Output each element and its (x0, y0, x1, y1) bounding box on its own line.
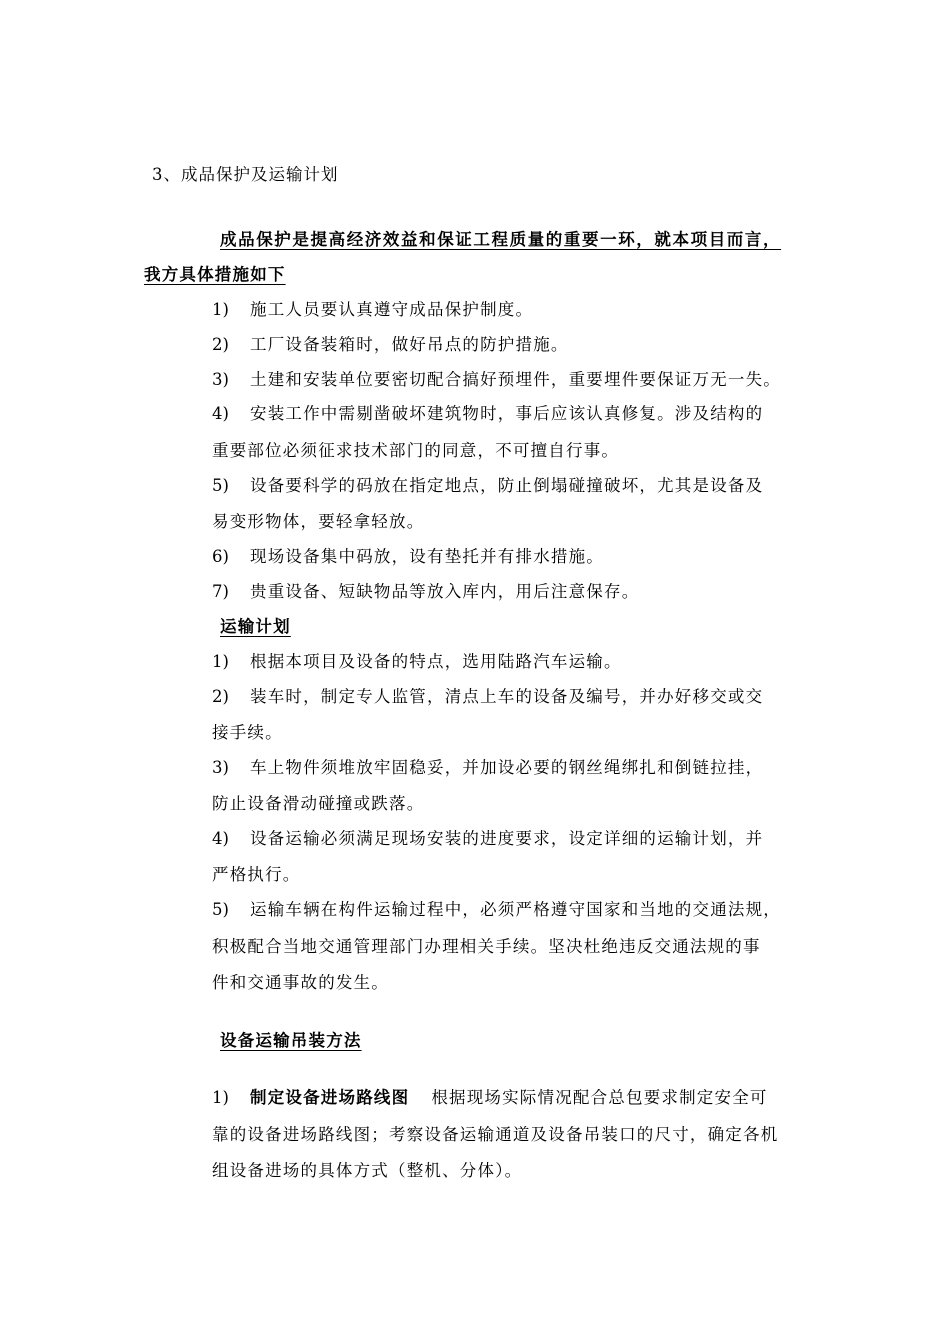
lifting-heading: 设备运输吊装方法 (220, 1031, 362, 1050)
transport-item (212, 686, 763, 708)
item-text: 工厂设备装箱时，做好吊点的防护措施。 (250, 335, 569, 354)
protection-intro-line2: 我方具体措施如下 (144, 265, 286, 284)
item-text: 根据现场实际情况配合总包要求制定安全可 (431, 1088, 768, 1107)
protection-item (212, 334, 569, 356)
item-number: 4) (212, 829, 229, 848)
item-text: 根据本项目及设备的特点，选用陆路汽车运输。 (250, 652, 622, 671)
item-text: 土建和安装单位要密切配合搞好预埋件，重要埋件要保证万无一失。 (250, 370, 781, 389)
transport-item (212, 828, 763, 850)
protection-item (212, 299, 533, 321)
transport-item (212, 651, 622, 673)
item-number: 1) (212, 652, 229, 671)
item-number: 2) (212, 687, 229, 706)
item-number: 1) (212, 300, 229, 319)
item-text: 设备运输必须满足现场安装的进度要求，设定详细的运输计划，并 (250, 829, 764, 848)
protection-item-continuation: 重要部位必须征求技术部门的同意，不可擅自行事。 (212, 441, 620, 460)
item-text: 运输车辆在构件运输过程中，必须严格遵守国家和当地的交通法规， (250, 900, 781, 919)
item-number: 1) (212, 1088, 229, 1107)
lifting-item-continuation: 组设备进场的具体方式（整机、分体）。 (212, 1161, 523, 1180)
item-number: 5) (212, 476, 229, 495)
item-number: 6) (212, 547, 229, 566)
item-text: 贵重设备、短缺物品等放入库内，用后注意保存。 (250, 582, 640, 601)
lifting-item-continuation: 靠的设备进场路线图；考察设备运输通道及设备吊装口的尺寸，确定各机 (212, 1125, 779, 1144)
protection-item (212, 546, 604, 568)
item-text: 现场设备集中码放，设有垫托并有排水措施。 (250, 547, 604, 566)
section-title: 3、成品保护及运输计划 (152, 165, 339, 184)
protection-item-continuation: 易变形物体，要轻拿轻放。 (212, 512, 425, 531)
item-number: 7) (212, 582, 229, 601)
transport-item-continuation: 严格执行。 (212, 865, 301, 884)
transport-item-continuation: 件和交通事故的发生。 (212, 973, 389, 992)
item-number: 4) (212, 404, 229, 423)
item-text: 安装工作中需剔凿破坏建筑物时，事后应该认真修复。涉及结构的 (250, 404, 764, 423)
transport-item-continuation: 接手续。 (212, 723, 283, 742)
item-number: 5) (212, 900, 229, 919)
item-text: 施工人员要认真遵守成品保护制度。 (250, 300, 534, 319)
protection-item (212, 369, 781, 391)
protection-item (212, 581, 639, 603)
item-bold-label: 制定设备进场路线图 (250, 1088, 410, 1107)
transport-item-continuation: 防止设备滑动碰撞或跌落。 (212, 794, 425, 813)
item-number: 2) (212, 335, 229, 354)
transport-item-continuation: 积极配合当地交通管理部门办理相关手续。坚决杜绝违反交通法规的事 (212, 937, 761, 956)
item-text: 装车时，制定专人监管，清点上车的设备及编号，并办好移交或交 (250, 687, 764, 706)
item-text: 车上物件须堆放牢固稳妥，并加设必要的钢丝绳绑扎和倒链拉挂， (250, 758, 764, 777)
item-text: 设备要科学的码放在指定地点，防止倒塌碰撞破坏，尤其是设备及 (250, 476, 764, 495)
item-number: 3) (212, 370, 229, 389)
transport-item (212, 899, 781, 921)
item-number: 3) (212, 758, 229, 777)
protection-item (212, 475, 763, 497)
lifting-item (212, 1087, 768, 1109)
transport-item (212, 757, 763, 779)
transport-heading: 运输计划 (220, 617, 291, 636)
protection-item (212, 403, 763, 425)
protection-intro-line1: 成品保护是提高经济效益和保证工程质量的重要一环，就本项目而言， (220, 230, 782, 249)
